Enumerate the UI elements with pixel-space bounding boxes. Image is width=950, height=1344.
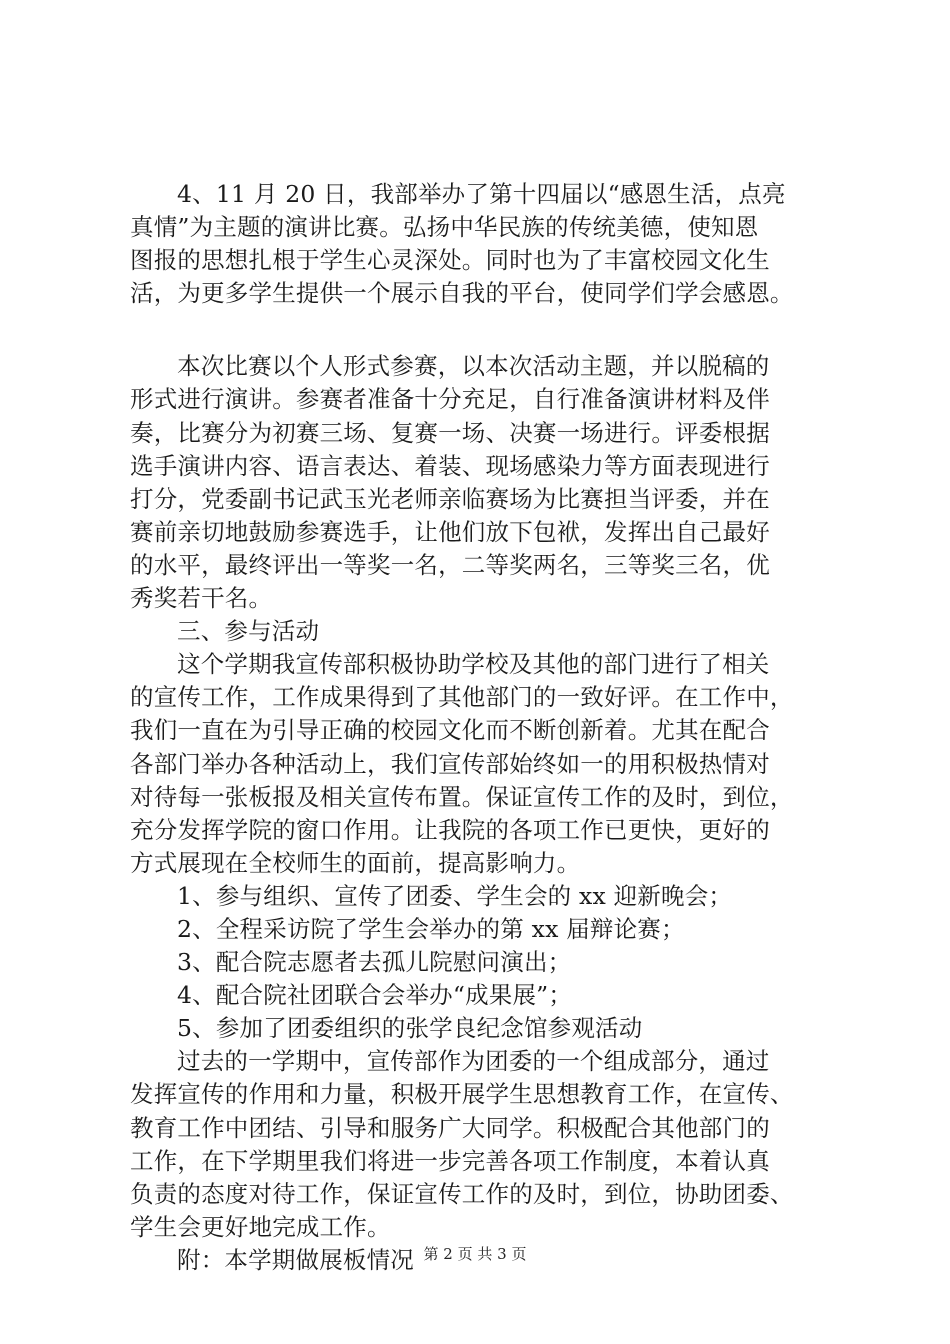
text-line: 工作，在下学期里我们将进一步完善各项工作制度，本着认真	[130, 1146, 770, 1175]
activity-list	[130, 880, 850, 1045]
text-line: 充分发挥学院的窗口作用。让我院的各项工作已更快，更好的	[130, 815, 770, 844]
text-line: 4、11 月 20 日，我部举办了第十四届以“感恩生活，点亮	[177, 180, 786, 208]
list-item: 2、全程采访院了学生会举办的第 xx 届辩论赛；	[177, 914, 685, 943]
text-line: 负责的态度对待工作，保证宣传工作的及时，到位，协助团委、	[130, 1179, 794, 1208]
text-line: 秀奖若干名。	[130, 584, 273, 613]
list-item: 4、配合院社团联合会举办“成果展”；	[177, 981, 573, 1010]
text-line: 过去的一学期中，宣传部作为团委的一个组成部分，通过	[177, 1047, 770, 1076]
text-line: 教育工作中团结、引导和服务广大同学。积极配合其他部门的	[130, 1113, 770, 1142]
list-item: 1、参与组织、宣传了团委、学生会的 xx 迎新晚会；	[177, 881, 733, 910]
paragraph-gap	[130, 310, 850, 350]
text-line: 学生会更好地完成工作。	[130, 1212, 391, 1241]
paragraph-summary	[130, 1045, 850, 1244]
text-line: 赛前亲切地鼓励参赛选手，让他们放下包袱，发挥出自己最好	[130, 517, 770, 546]
paragraph-contest-details	[130, 350, 850, 615]
list-item: 5、参加了团委组织的张学良纪念馆参观活动	[177, 1014, 643, 1043]
text-line: 的水平，最终评出一等奖一名，二等奖两名，三等奖三名，优	[130, 550, 770, 579]
text-line: 方式展现在全校师生的面前，提高影响力。	[130, 848, 581, 877]
page-number-footer: 第 2 页 共 3 页	[423, 1245, 527, 1263]
text-line: 发挥宣传的作用和力量，积极开展学生思想教育工作，在宣传、	[130, 1080, 794, 1109]
text-line: 打分，党委副书记武玉光老师亲临赛场为比赛担当评委，并在	[130, 484, 770, 513]
text-line: 这个学期我宣传部积极协助学校及其他的部门进行了相关	[177, 650, 770, 679]
document-body	[130, 178, 850, 1277]
paragraph-participation	[130, 648, 850, 880]
text-line: 奏，比赛分为初赛三场、复赛一场、决赛一场进行。评委根据	[130, 418, 770, 447]
list-item: 3、配合院志愿者去孤儿院慰问演出；	[177, 948, 572, 977]
text-line: 对待每一张板报及相关宣传布置。保证宣传工作的及时，到位，	[130, 782, 794, 811]
text-line: 的宣传工作，工作成果得到了其他部门的一致好评。在工作中，	[130, 683, 794, 712]
text-line: 图报的思想扎根于学生心灵深处。同时也为了丰富校园文化生	[130, 246, 770, 275]
text-line: 我们一直在为引导正确的校园文化而不断创新着。尤其在配合	[130, 716, 770, 745]
paragraph-speech-contest	[130, 178, 850, 310]
text-line: 选手演讲内容、语言表达、着装、现场感染力等方面表现进行	[130, 451, 770, 480]
appendix-line: 附：本学期做展板情况	[177, 1245, 414, 1274]
text-line: 活，为更多学生提供一个展示自我的平台，使同学们学会感恩。	[130, 279, 794, 308]
text-line: 本次比赛以个人形式参赛，以本次活动主题，并以脱稿的	[177, 352, 770, 381]
text-line: 形式进行演讲。参赛者准备十分充足，自行准备演讲材料及伴	[130, 385, 770, 414]
text-line: 真情”为主题的演讲比赛。弘扬中华民族的传统美德，使知恩	[130, 213, 759, 242]
section-heading: 三、参与活动	[177, 617, 320, 646]
text-line: 各部门举办各种活动上，我们宣传部始终如一的用积极热情对	[130, 749, 770, 778]
